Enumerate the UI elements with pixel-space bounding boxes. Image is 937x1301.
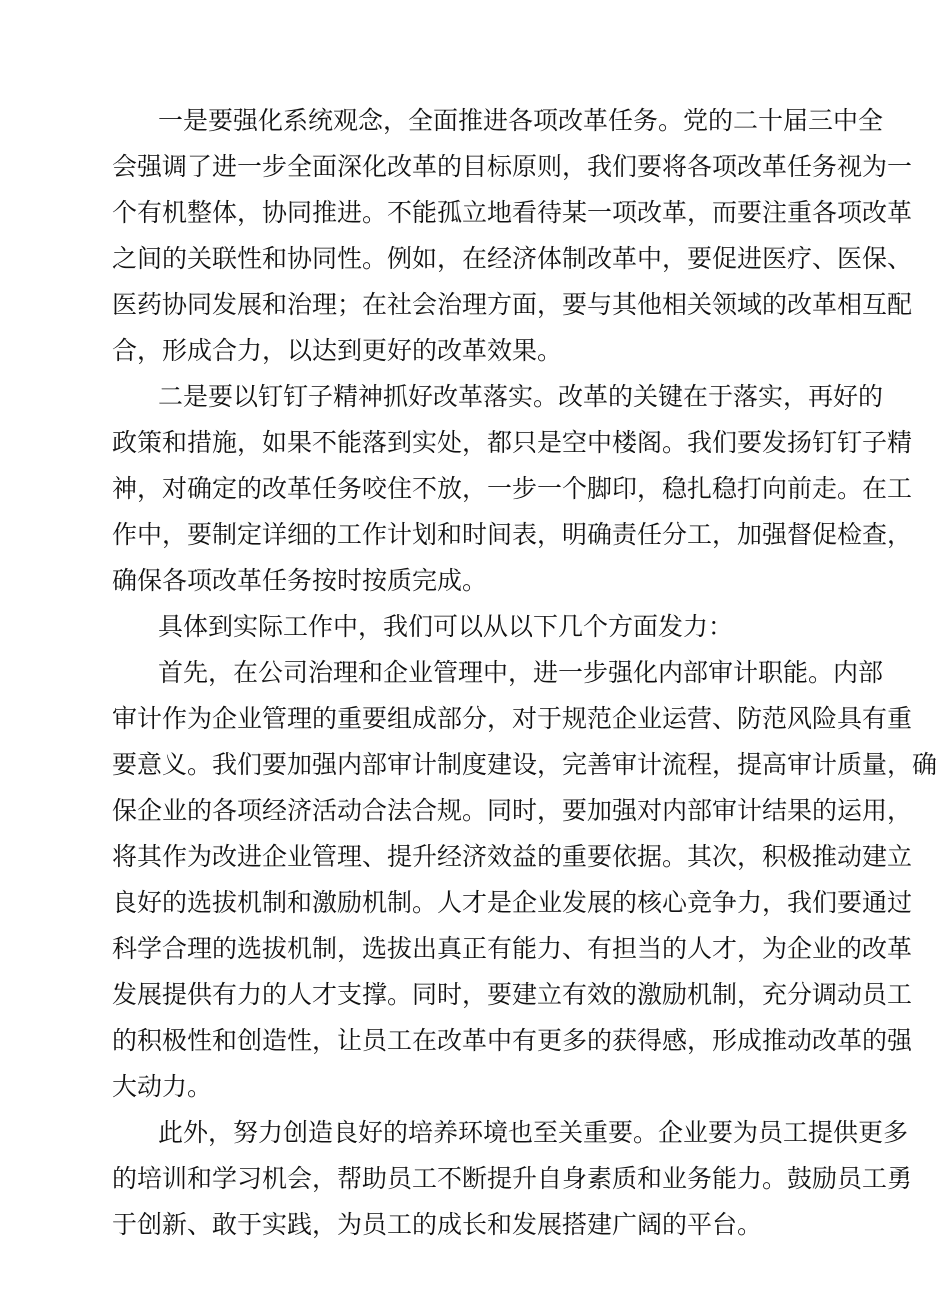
paragraph xyxy=(112,604,840,650)
text-line: 审计作为企业管理的重要组成部分，对于规范企业运营、防范风险具有重 xyxy=(112,704,913,733)
text-line: 发展提供有力的人才支撑。同时，要建立有效的激励机制，充分调动员工 xyxy=(112,980,913,1009)
paragraph xyxy=(112,650,937,1110)
text-line: 一是要强化系统观念，全面推进各项改革任务。党的二十届三中全 xyxy=(158,106,884,135)
text-line: 的积极性和创造性，让员工在改革中有更多的获得感，形成推动改革的强 xyxy=(112,1026,913,1055)
text-line: 医药协同发展和治理；在社会治理方面，要与其他相关领域的改革相互配 xyxy=(112,290,913,319)
text-line: 要意义。我们要加强内部审计制度建设，完善审计流程，提高审计质量，确 xyxy=(112,750,937,779)
paragraph xyxy=(112,374,913,604)
text-line: 的培训和学习机会，帮助员工不断提升自身素质和业务能力。鼓励员工勇 xyxy=(112,1164,913,1193)
text-line: 个有机整体，协同推进。不能孤立地看待某一项改革，而要注重各项改革 xyxy=(112,198,913,227)
text-line: 具体到实际工作中，我们可以从以下几个方面发力： xyxy=(158,612,734,641)
text-line: 于创新、敢于实践，为员工的成长和发展搭建广阔的平台。 xyxy=(112,1210,763,1239)
text-line: 首先，在公司治理和企业管理中，进一步强化内部审计职能。内部 xyxy=(158,658,884,687)
text-line: 之间的关联性和协同性。例如，在经济体制改革中，要促进医疗、医保、 xyxy=(112,244,913,273)
text-line: 大动力。 xyxy=(112,1072,213,1101)
text-line: 确保各项改革任务按时按质完成。 xyxy=(112,566,488,595)
text-line: 保企业的各项经济活动合法合规。同时，要加强对内部审计结果的运用， xyxy=(112,796,913,825)
text-line: 此外，努力创造良好的培养环境也至关重要。企业要为员工提供更多 xyxy=(158,1118,909,1147)
text-line: 作中，要制定详细的工作计划和时间表，明确责任分工，加强督促检查， xyxy=(112,520,913,549)
text-line: 神，对确定的改革任务咬住不放，一步一个脚印，稳扎稳打向前走。在工 xyxy=(112,474,913,503)
text-line: 会强调了进一步全面深化改革的目标原则，我们要将各项改革任务视为一 xyxy=(112,152,913,181)
text-line: 良好的选拔机制和激励机制。人才是企业发展的核心竞争力，我们要通过 xyxy=(112,888,913,917)
text-line: 科学合理的选拔机制，选拔出真正有能力、有担当的人才，为企业的改革 xyxy=(112,934,913,963)
text-line: 政策和措施，如果不能落到实处，都只是空中楼阁。我们要发扬钉钉子精 xyxy=(112,428,913,457)
text-line: 合，形成合力，以达到更好的改革效果。 xyxy=(112,336,563,365)
text-line: 二是要以钉钉子精神抓好改革落实。改革的关键在于落实，再好的 xyxy=(158,382,884,411)
document-body xyxy=(112,98,937,1248)
text-line: 将其作为改进企业管理、提升经济效益的重要依据。其次，积极推动建立 xyxy=(112,842,913,871)
paragraph xyxy=(112,98,913,374)
paragraph xyxy=(112,1110,913,1248)
